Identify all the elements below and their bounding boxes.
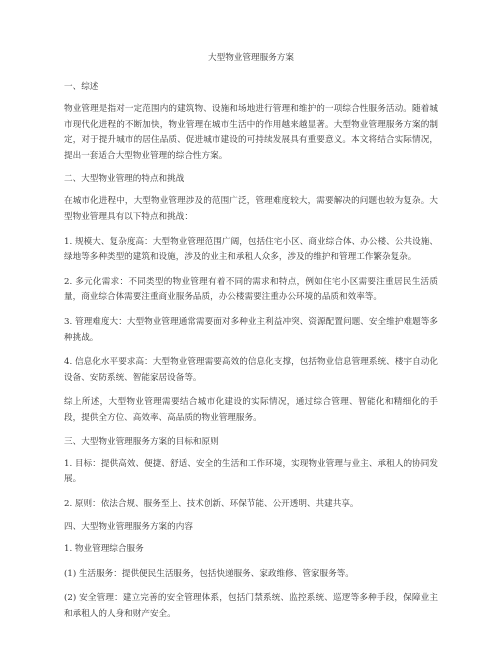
document-title: 大型物业管理服务方案	[208, 53, 294, 63]
paragraph: (2) 安全管理：建立完善的安全管理体系，包括门禁系统、监控系统、巡逻等多种手段，保障业主和承租人的人身和财产安全。	[64, 593, 438, 620]
paragraph: 物业管理是指对一定范围内的建筑物、设施和场地进行管理和维护的一项综合性服务活动。随着城市现代化进程的不断加快，物业管理在城市生活中的作用越来越显著。大型物业管理服务方案的制定，对于提升城市的居住品质、促进城市建设的可持续发展具有重要意义。本文将结合实际情况，提出一套适合大型物业管理的综合性方案。	[64, 104, 438, 161]
section-goals	[64, 436, 438, 513]
section-heading: 一、综述	[64, 82, 99, 92]
section-overview	[64, 81, 438, 164]
paragraph: 2. 多元化需求：不同类型的物业管理有着不同的需求和特点，例如住宅小区需要注重居民生活质量，商业综合体需要注重商业服务品质，办公楼需要注重办公环境的品质和效率等。	[64, 276, 438, 303]
section-contents	[64, 521, 438, 622]
section-heading: 二、大型物业管理的特点和挑战	[64, 174, 185, 185]
paragraph: 1. 目标：提供高效、便捷、舒适、安全的生活和工作环境，实现物业管理与业主、承租人的协同发展。	[64, 458, 438, 485]
paragraph: 1. 规模大、复杂度高：大型物业管理范围广阔，包括住宅小区、商业综合体、办公楼、公共设施、绿地等多种类型的建筑和设施，涉及的业主和承租人众多，涉及的维护和管理工作繁杂复杂。	[64, 236, 438, 263]
paragraph: (1) 生活服务：提供便民生活服务，包括快递服务、家政维修、管家服务等。	[64, 568, 354, 579]
paragraph: 1. 物业管理综合服务	[64, 544, 144, 555]
paragraph: 在城市化进程中，大型物业管理涉及的范围广泛，管理难度较大，需要解决的问题也较为复杂。大型物业管理具有以下特点和挑战：	[64, 196, 438, 222]
paragraph: 4. 信息化水平要求高：大型物业管理需要高效的信息化支撑，包括物业信息管理系统、楼宇自动化设备、安防系统、智能家居设备等。	[64, 357, 438, 383]
section-heading: 三、大型物业管理服务方案的目标和原则	[64, 436, 219, 447]
section-characteristics	[64, 173, 438, 426]
paragraph: 综上所述，大型物业管理需要结合城市化建设的实际情况，通过综合管理、智能化和精细化的手段，提供全方位、高效率、高品质的物业管理服务。	[64, 397, 438, 423]
paragraph: 3. 管理难度大：大型物业管理通常需要面对多种业主利益冲突、资源配置问题、安全维护难题等多种挑战。	[64, 316, 438, 343]
section-heading: 四、大型物业管理服务方案的内容	[64, 522, 193, 533]
paragraph: 2. 原则：依法合规、服务至上、技术创新、环保节能、公开透明、共建共享。	[64, 498, 359, 509]
